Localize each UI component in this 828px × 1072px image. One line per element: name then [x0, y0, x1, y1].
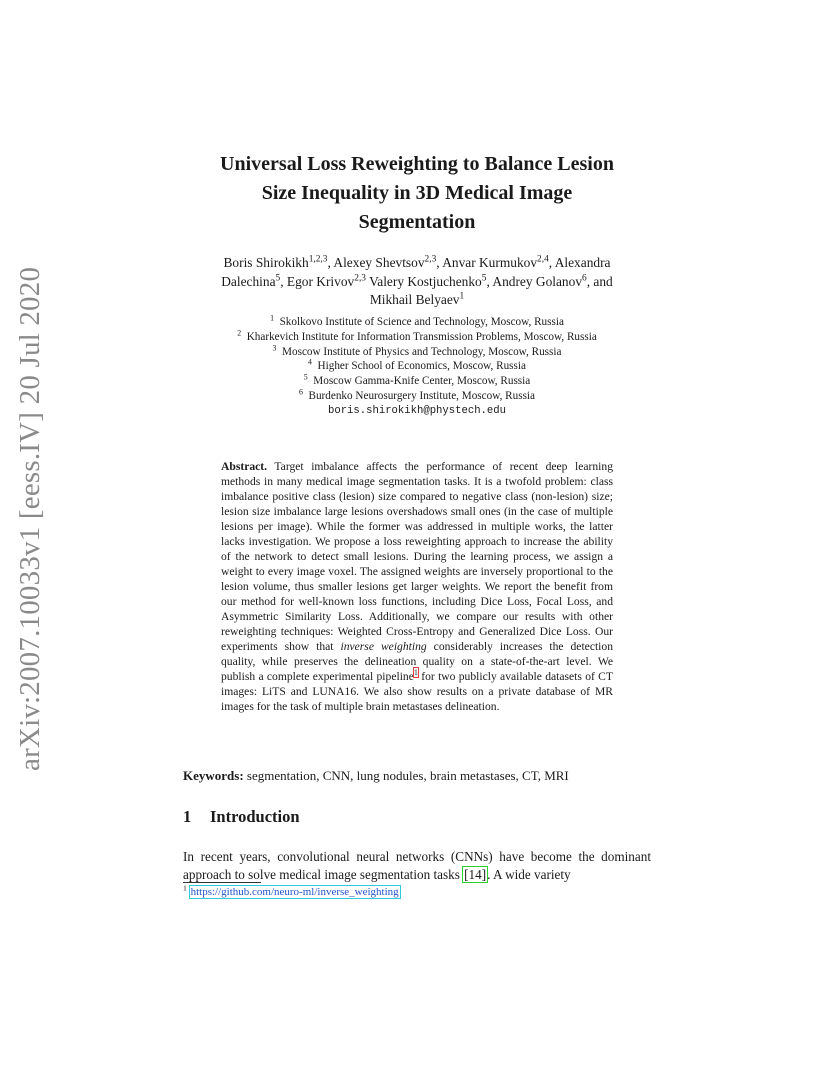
intro-text: In recent years, convolutional neural networks (CNNs) have become the dominant approach to solve medical image segmentation tasks	[183, 849, 651, 882]
abstract	[221, 459, 613, 714]
author-name: , Anvar Kurmukov	[436, 255, 538, 270]
affiliation-item	[180, 359, 654, 374]
author-affil-sup: 1	[459, 291, 465, 302]
affiliation-number: 4	[308, 357, 312, 367]
author-affil-sup: 2,3	[424, 254, 437, 265]
author-line	[180, 291, 654, 310]
intro-text: . A wide variety	[487, 866, 571, 882]
author-line	[180, 273, 654, 292]
footnote-url-link[interactable]: https://github.com/neuro-ml/inverse_weighting	[190, 886, 399, 898]
author-name: Mikhail Belyaev	[369, 292, 460, 307]
author-name: Valery Kostjuchenko	[365, 273, 482, 289]
author-name: , Alexey Shevtsov	[327, 255, 425, 270]
affiliation-text: Skolkovo Institute of Science and Technology, Moscow, Russia	[279, 316, 564, 328]
footnote-number: 1	[183, 883, 187, 893]
keywords-text: segmentation, CNN, lung nodules, brain metastases, CT, MRI	[243, 768, 569, 783]
contact-email: boris.shirokikh@phystech.edu	[327, 404, 506, 417]
affiliation-number: 2	[237, 328, 242, 338]
author-name: , and	[586, 273, 613, 289]
author-affil-sup: 5	[275, 273, 281, 284]
author-name: , Alexandra	[548, 255, 611, 270]
affiliation-item	[180, 374, 654, 389]
abstract-text: for two publicly available datasets of CT images: LiTS and LUNA16. We also show results on a private database of MR images for the task of multiple brain metastases delineation.	[221, 670, 613, 713]
section-heading	[183, 807, 300, 827]
affiliation-text: Moscow Gamma-Knife Center, Moscow, Russia	[313, 375, 531, 388]
footnote	[183, 885, 400, 899]
footnote-divider	[183, 882, 261, 883]
affiliation-number: 6	[298, 387, 303, 397]
author-name: , Egor Krivov	[280, 273, 355, 289]
affiliation-list	[180, 315, 654, 419]
author-affil-sup: 2,4	[537, 254, 549, 265]
title-line: Size Inequality in 3D Medical Image	[261, 182, 573, 204]
arxiv-sidebar-rotated	[14, 267, 47, 775]
affiliation-number: 3	[272, 342, 277, 352]
affiliation-text: Burdenko Neurosurgery Institute, Moscow, Russia	[308, 389, 536, 402]
citation-link[interactable]: [14]	[464, 866, 487, 882]
author-affil-sup: 6	[582, 273, 587, 284]
abstract-text: Target imbalance affects the performance of recent deep learning methods in many medical image segmentation tasks. It is a twofold problem: class imbalance positive class (lesion) size compared to negative class (non-lesion) size; lesion size imbalance large lesions overshadows small ones (in the case of multiple lesions per image). While the former was addressed in multiple works, the latter lacks investigation. We propose a loss reweighting approach to increase the ability of the network to detect small lesions. During the learning process, we assign a weight to every image voxel. The assigned weights are inversely proportional to the lesion volume, thus smaller lesions get larger weights. We report the benefit from our method for well-known loss functions, including Dice Loss, Focal Loss, and Asymmetric Similarity Loss. Additionally, we compare our results with other reweighting techniques: Weighted Cross-Entropy and Generalized Dice Loss. Our experiments show that	[221, 460, 613, 653]
keywords	[183, 767, 653, 784]
affiliation-item	[180, 315, 654, 330]
title-line: Universal Loss Reweighting to Balance Lesion	[220, 153, 614, 175]
intro-paragraph	[183, 848, 651, 883]
affiliation-item	[180, 342, 654, 360]
author-name: Boris Shirokikh	[223, 255, 309, 270]
title-line: Segmentation	[358, 211, 476, 233]
affiliation-item	[180, 330, 654, 345]
author-list	[180, 254, 654, 310]
abstract-emphasis: inverse weighting	[340, 640, 427, 653]
author-affil-sup: 2,3	[354, 273, 366, 284]
affiliation-number: 1	[270, 313, 274, 323]
author-affil-sup: 1,2,3	[308, 254, 328, 265]
paper-title	[180, 150, 654, 237]
section-number: 1	[183, 807, 192, 826]
affiliation-number: 5	[303, 372, 308, 382]
abstract-label: Abstract.	[221, 460, 268, 473]
affiliation-text: Kharkevich Institute for Information Transmission Problems, Moscow, Russia	[246, 330, 597, 343]
author-affil-sup: 5	[481, 273, 487, 284]
author-line	[180, 254, 654, 273]
arxiv-id[interactable]: arXiv:2007.10033v1 [eess.IV] 20 Jul 2020	[14, 266, 46, 771]
abstract-text: considerably increases the detection quality, while preserves the delineation quality on a state-of-the-art level. We publish a complete experimental pipeline	[221, 640, 613, 683]
author-name: Dalechina	[221, 273, 276, 289]
affiliation-text: Moscow Institute of Physics and Technology, Moscow, Russia	[282, 345, 562, 358]
keywords-label: Keywords:	[183, 768, 244, 783]
section-title: Introduction	[210, 807, 300, 826]
footnote-marker-link[interactable]: 1	[413, 668, 418, 678]
affiliation-text: Higher School of Economics, Moscow, Russia	[317, 360, 526, 373]
author-name: , Andrey Golanov	[486, 273, 583, 289]
affiliation-item	[180, 389, 654, 404]
